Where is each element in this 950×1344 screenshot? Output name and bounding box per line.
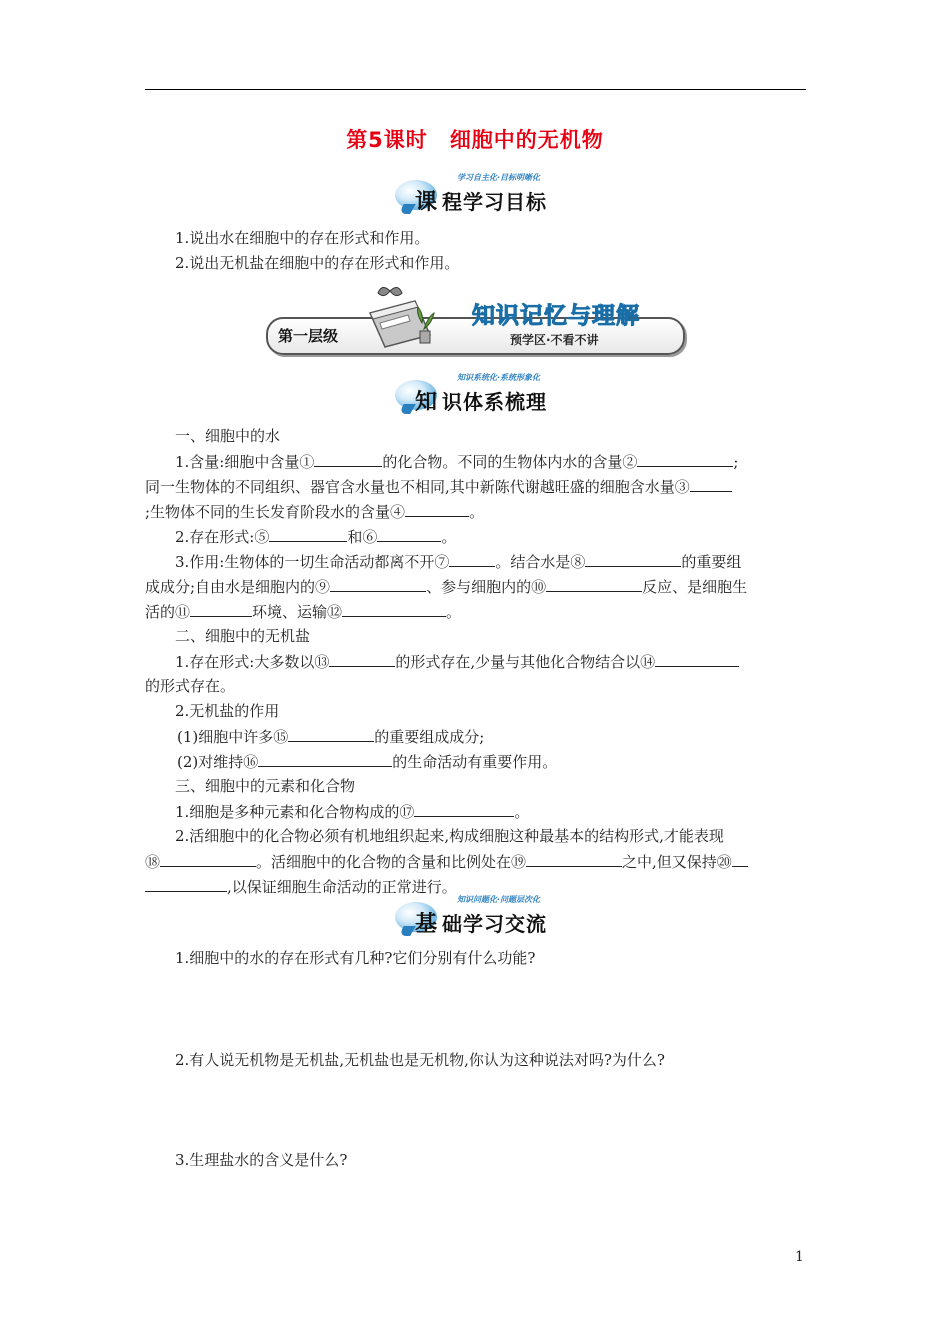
text-line: ⑱ 。活细胞中的化合物的含量和比例处在⑲ 之中,但又保持⑳ xyxy=(145,851,810,872)
text-line: (2)对维持⑯ 的生命活动有重要作用。 xyxy=(177,753,558,771)
blank xyxy=(546,576,642,592)
text-line: 1.含量:细胞中含量① 的化合物。不同的生物体内水的含量② ; xyxy=(175,453,739,471)
section-heading: 二、细胞中的无机盐 xyxy=(175,627,311,645)
blank xyxy=(314,451,382,467)
goal-item: 1.说出水在细胞中的存在形式和作用。 xyxy=(175,229,430,247)
blank xyxy=(288,726,374,742)
text-line: ,以保证细胞生命活动的正常进行。 xyxy=(145,876,810,897)
text-line: 同一生物体的不同组织、器官含水量也不相同,其中新陈代谢越旺盛的细胞含水量③ xyxy=(145,476,810,497)
text-line: 活的⑪ 环境、运输⑫ 。 xyxy=(145,603,462,621)
book-butterfly-icon xyxy=(360,283,440,349)
text-line: 成成分;自由水是细胞内的⑨ 、参与细胞内的⑩ 反应、是细胞生 xyxy=(145,578,748,596)
level-subtitle: 预学区·不看不讲 xyxy=(510,333,599,347)
blank xyxy=(690,476,732,492)
text-line: 1.细胞是多种元素和化合物构成的⑰ 。 xyxy=(175,803,530,821)
goal-item: 2.说出无机盐在细胞中的存在形式和作用。 xyxy=(175,254,460,272)
blank xyxy=(342,601,446,617)
level-banner xyxy=(262,275,687,357)
blank xyxy=(405,501,469,517)
text-line: 3.作用:生物体的一切生命活动都离不开⑦ 。结合水是⑧ 的重要组 xyxy=(175,553,742,571)
blank xyxy=(585,551,681,567)
top-rule xyxy=(145,89,806,90)
text-line: 的形式存在。 xyxy=(145,677,236,695)
blank xyxy=(449,551,495,567)
blank xyxy=(377,526,441,542)
text-line: ;生物体不同的生长发育阶段水的含量④ 。 xyxy=(145,503,485,521)
question-item: 3.生理盐水的含义是什么? xyxy=(175,1151,348,1169)
question-item: 2.有人说无机物是无机盐,无机盐也是无机物,你认为这种说法对吗?为什么? xyxy=(175,1051,665,1069)
blank xyxy=(160,851,256,867)
blank xyxy=(329,651,395,667)
blank xyxy=(258,751,392,767)
section-heading: 三、细胞中的元素和化合物 xyxy=(175,777,356,795)
text-line: (1)细胞中许多⑮ 的重要组成成分; xyxy=(177,728,485,746)
blank xyxy=(414,801,514,817)
blank xyxy=(330,576,426,592)
blank xyxy=(526,851,622,867)
section-heading: 一、细胞中的水 xyxy=(175,427,281,445)
level-label: 第一层级 xyxy=(278,327,339,345)
page-title: 第5课时 细胞中的无机物 xyxy=(346,128,604,152)
text-line: 2.活细胞中的化合物必须有机地组织起来,构成细胞这种最基本的结构形式,才能表现 xyxy=(175,827,724,845)
question-item: 1.细胞中的水的存在形式有几种?它们分别有什么功能? xyxy=(175,949,536,967)
section-banner-knowledge: 知识系统化·系统形象化 知 识体系梳理 xyxy=(395,372,575,418)
blank xyxy=(637,451,733,467)
blank xyxy=(655,651,739,667)
section-banner-goals: 学习自主化·目标明晰化 课 程学习目标 xyxy=(395,172,575,218)
text-line: 1.存在形式:大多数以⑬ 的形式存在,少量与其他化合物结合以⑭ xyxy=(145,651,840,672)
blank xyxy=(190,601,252,617)
page-number: 1 xyxy=(795,1249,804,1265)
text-line: 2.无机盐的作用 xyxy=(175,702,280,720)
text-line: 2.存在形式:⑤ 和⑥ 。 xyxy=(175,528,457,546)
blank xyxy=(145,876,227,892)
blank xyxy=(732,851,748,867)
level-main-title: 知识记忆与理解 xyxy=(472,303,640,329)
blank xyxy=(269,526,347,542)
section-banner-exchange: 知识问题化·问题层次化 基 础学习交流 xyxy=(395,894,575,940)
